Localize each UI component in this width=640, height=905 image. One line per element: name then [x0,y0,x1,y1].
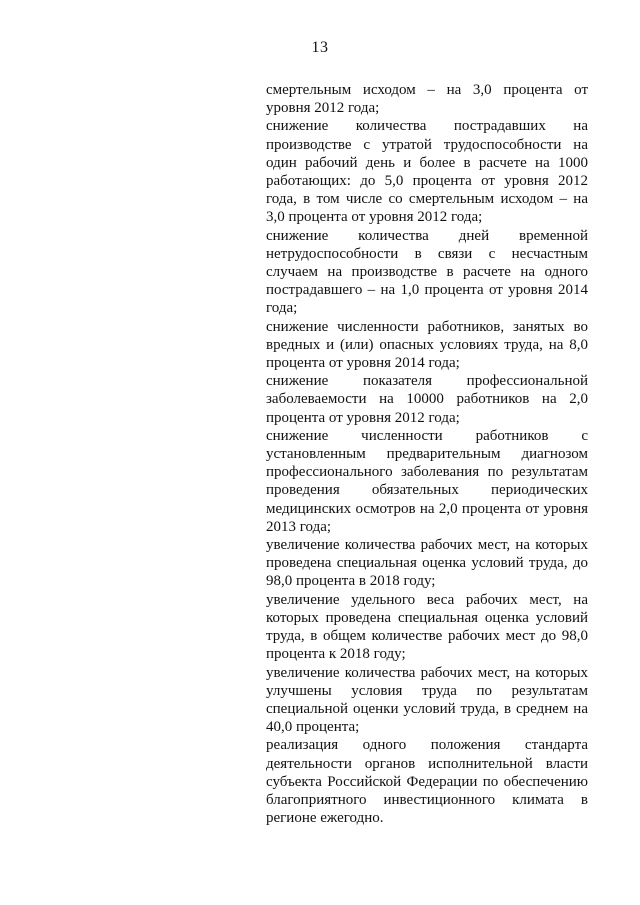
list-item-5: снижение показателя профессиональной заболеваемости на 10000 работников на 2,0 процента от уровня 2012 года; [266,373,588,426]
list-item-1: смертельным исходом – на 3,0 процента от уровня 2012 года; [266,82,588,117]
list-item-8: увеличение удельного веса рабочих мест, на которых проведена специальная оценка условий труда, в общем количестве рабочих мест до 98,0 процента к 2018 году; [266,591,588,663]
list-item-4: снижение численности работников, занятых во вредных и (или) опасных условиях труда, на 8,0 процента от уровня 2014 года; [266,318,588,372]
list-item-10: реализация одного положения стандарта деятельности органов исполнительной власти субъекта Российской Федерации по обеспечению благоприятного инвестиционного климата в регионе ежегодно. [266,737,588,827]
list-item-2: снижение количества пострадавших на производстве с утратой трудоспособности на один рабочий день и более в расчете на 1000 работающих: до 5,0 процента от уровня 2012 года, в том числе со смертельным исходом – на 3,0 процента от уровня 2012 года; [266,118,588,226]
page-number: 13 [311,39,329,56]
list-item-6: снижение численности работников с установленным предварительным диагнозом профессионального заболевания по результатам проведения обязательных периодических медицинских осмотров на 2,0 процента от уровня 2013 года; [266,427,588,535]
list-item-3: снижение количества дней временной нетрудоспособности в связи с несчастным случаем на производстве в расчете на одного пострадавшего – на 1,0 процента от уровня 2014 года; [266,227,588,317]
document-body [266,81,588,827]
list-item-7: увеличение количества рабочих мест, на которых проведена специальная оценка условий труда, до 98,0 процента в 2018 году; [266,537,588,590]
list-item-9: увеличение количества рабочих мест, на которых улучшены условия труда по результатам специальной оценки условий труда, в среднем на 40,0 процента; [266,664,588,736]
